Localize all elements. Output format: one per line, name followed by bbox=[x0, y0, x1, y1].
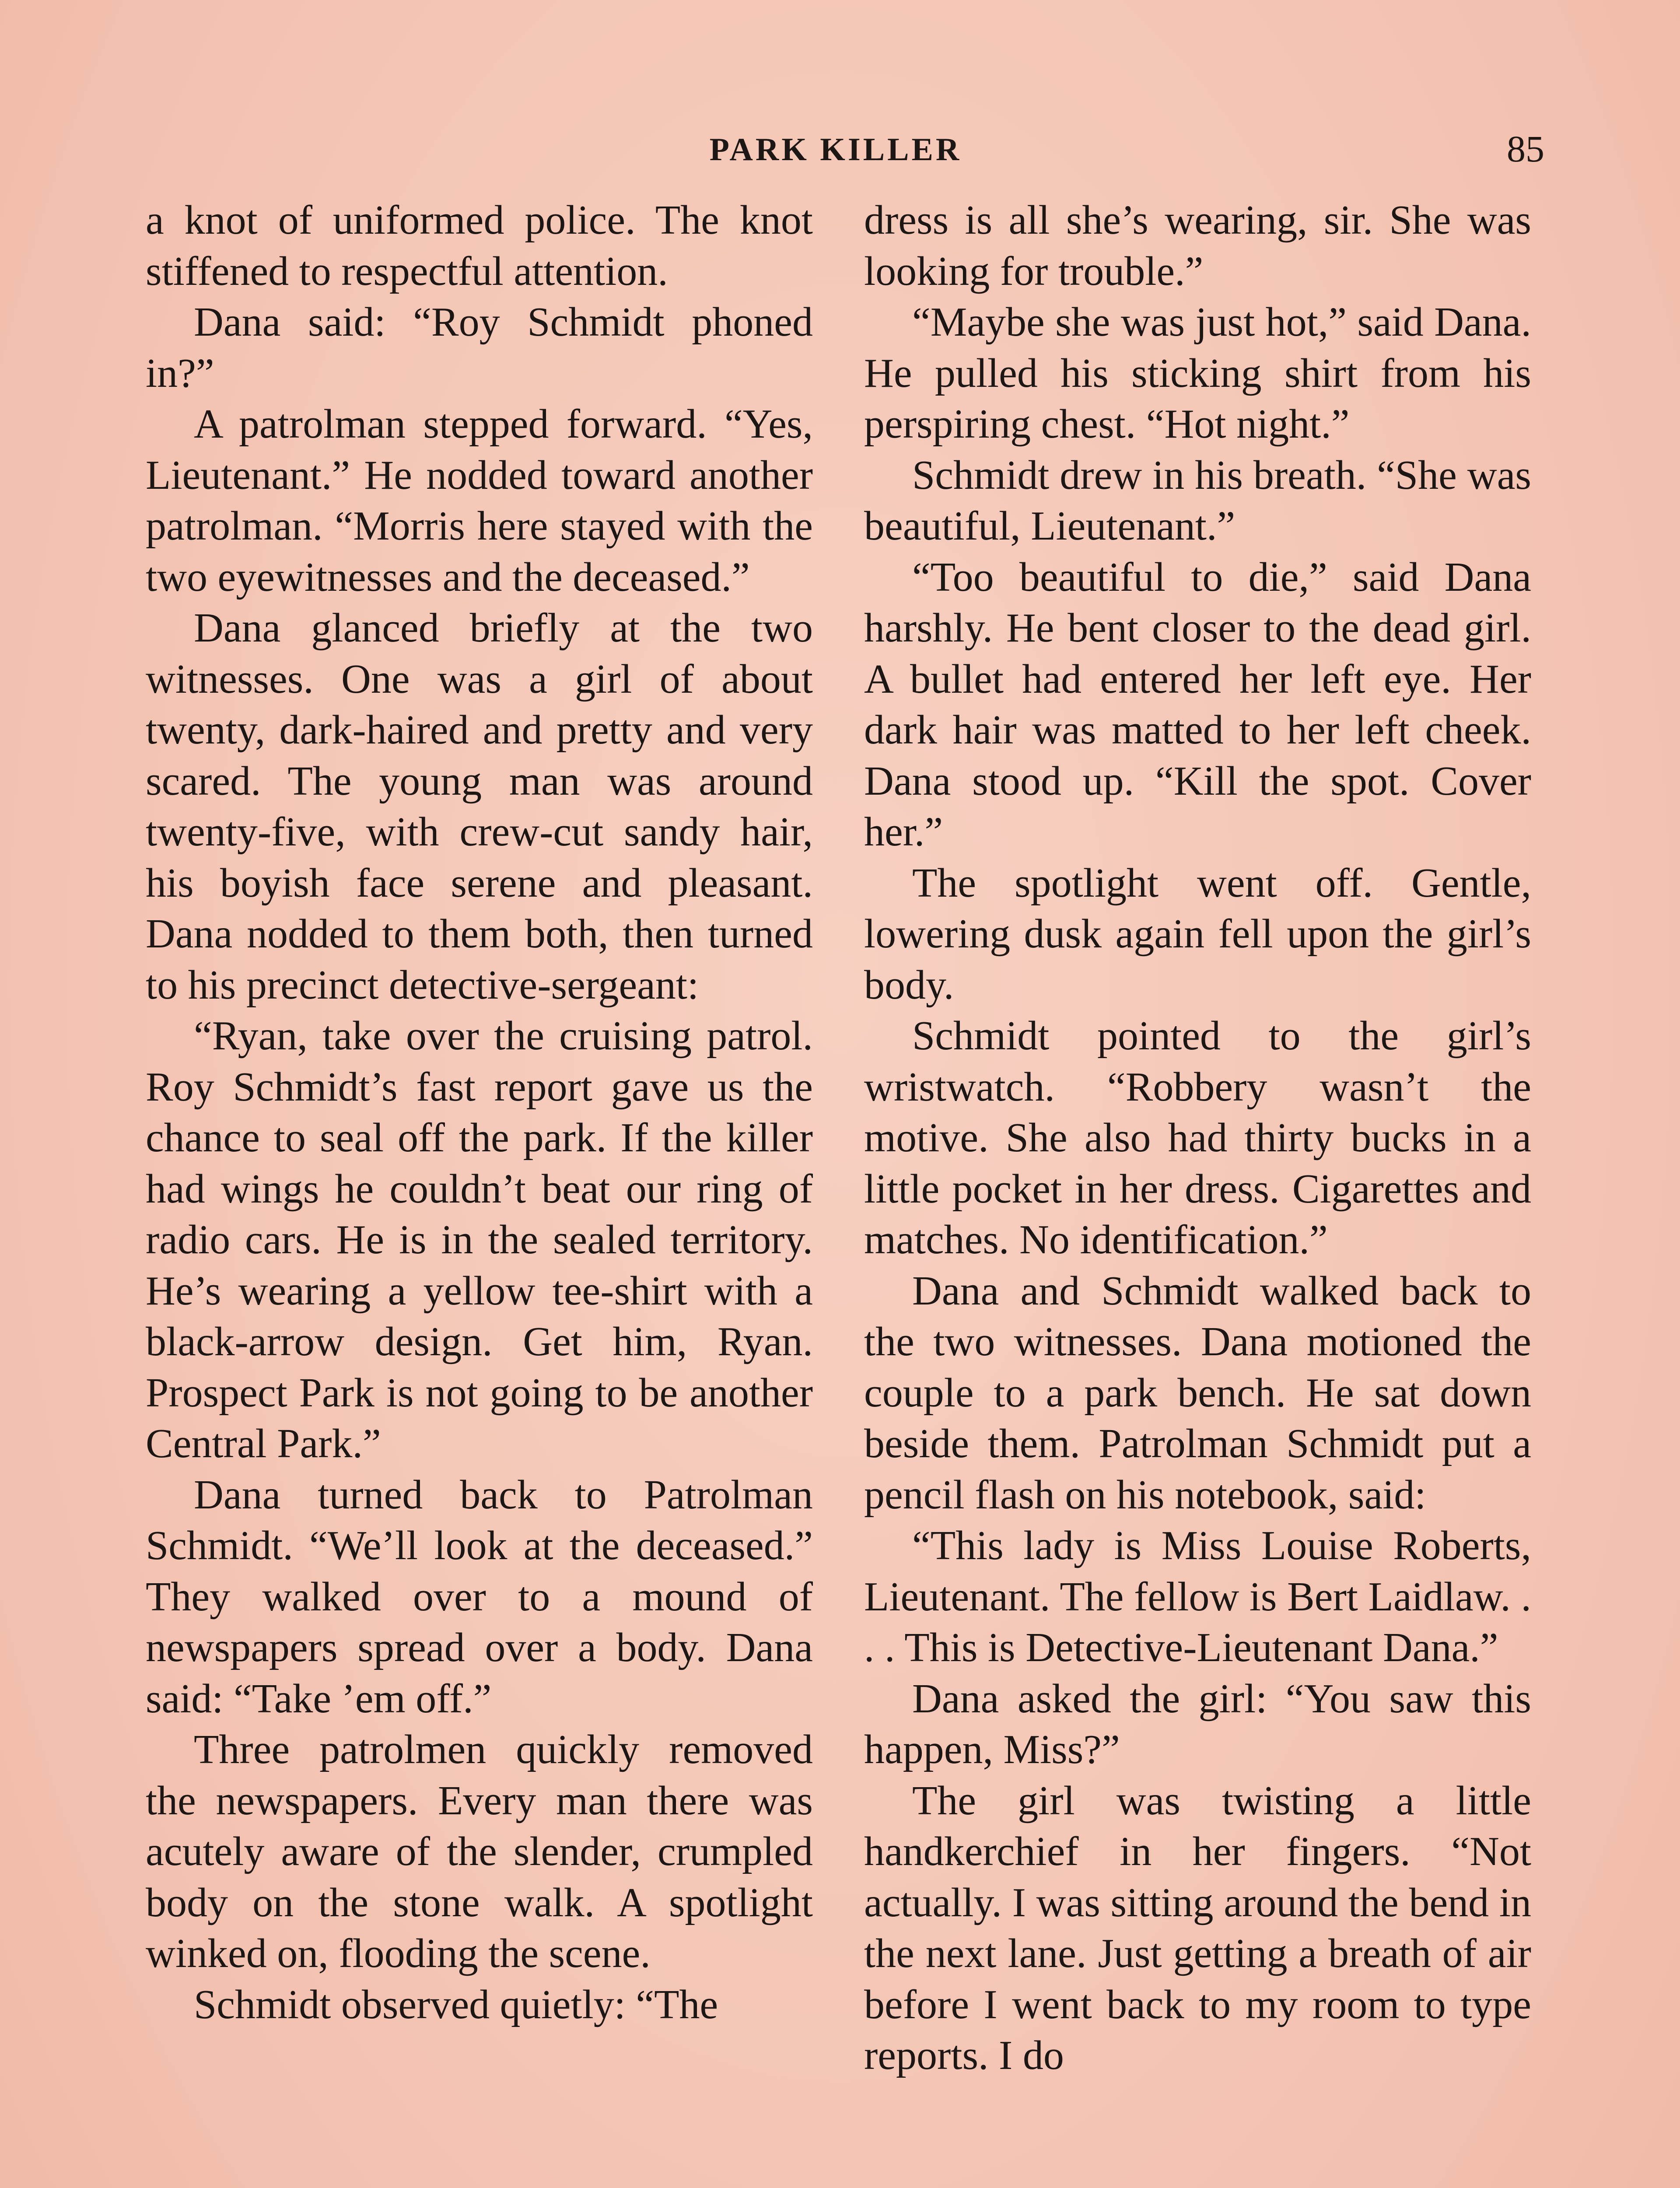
page-number: 85 bbox=[1507, 128, 1544, 170]
paragraph: a knot of uniformed police. The knot stiffened to respectful attention. bbox=[146, 197, 813, 294]
paragraph: Schmidt observed quietly: “The bbox=[194, 1981, 718, 2027]
running-head bbox=[0, 128, 1680, 171]
paragraph: The spotlight went off. Gentle, lowering dusk again fell upon the girl’s body. bbox=[864, 860, 1531, 1008]
left-column bbox=[146, 195, 813, 2188]
paragraph: Dana said: “Roy Schmidt phoned in?” bbox=[146, 299, 813, 396]
paragraph: Schmidt drew in his breath. “She was beautiful, Lieutenant.” bbox=[864, 452, 1531, 549]
paragraph: Three patrolmen quickly removed the newspapers. Every man there was acutely aware of the slender, crumpled body on the stone walk. A spotlight winked on, flooding the scene. bbox=[146, 1727, 813, 1976]
paragraph: dress is all she’s wearing, sir. She was looking for trouble.” bbox=[864, 197, 1531, 294]
paragraph: “Ryan, take over the cruising patrol. Roy Schmidt’s fast report gave us the chance to seal off the park. If the killer had wings he couldn’t beat our ring of radio cars. He is in the sealed territory. He’s wearing a yellow tee-shirt with a black-arrow design. Get him, Ryan. Prospect Park is not going to be another Central Park.” bbox=[146, 1013, 813, 1466]
paragraph: The girl was twisting a little handkerchief in her fingers. “Not actually. I was sitting around the bend in the next lane. Just getting a breath of air before I went back to my room to type reports. I do bbox=[864, 1778, 1531, 2078]
paragraph: Dana turned back to Patrolman Schmidt. “We’ll look at the deceased.” They walked over to a mound of newspapers spread over a body. Dana said: “Take ’em off.” bbox=[146, 1472, 813, 1722]
paragraph: “Maybe she was just hot,” said Dana. He pulled his sticking shirt from his perspiring chest. “Hot night.” bbox=[864, 299, 1531, 447]
running-title: PARK KILLER bbox=[709, 132, 962, 168]
right-column bbox=[864, 195, 1531, 2188]
paragraph: A patrolman stepped forward. “Yes, Lieutenant.” He nodded toward another patrolman. “Morris here stayed with the two eyewitnesses and the deceased.” bbox=[146, 401, 813, 600]
paragraph: Dana glanced briefly at the two witnesses. One was a girl of about twenty, dark-haired and pretty and very scared. The young man was around twenty-five, with crew-cut sandy hair, his boyish face serene and pleasant. Dana nodded to them both, then turned to his precinct detective-sergeant: bbox=[146, 605, 813, 1008]
paragraph: Dana and Schmidt walked back to the two witnesses. Dana motioned the couple to a park bench. He sat down beside them. Patrolman Schmidt put a pencil flash on his notebook, said: bbox=[864, 1268, 1531, 1518]
paragraph: Dana asked the girl: “You saw this happen, Miss?” bbox=[864, 1676, 1531, 1772]
paragraph: “Too beautiful to die,” said Dana harshly. He bent closer to the dead girl. A bullet had entered her left eye. Her dark hair was matted to her left cheek. Dana stood up. “Kill the spot. Cover her.” bbox=[864, 554, 1531, 855]
paragraph: Schmidt pointed to the girl’s wristwatch. “Robbery wasn’t the motive. She also had thirty bucks in a little pocket in her dress. Cigarettes and matches. No identification.” bbox=[864, 1013, 1531, 1262]
paragraph: “This lady is Miss Louise Roberts, Lieutenant. The fellow is Bert Laidlaw. . . . This is Detective-Lieutenant Dana.” bbox=[864, 1523, 1531, 1670]
